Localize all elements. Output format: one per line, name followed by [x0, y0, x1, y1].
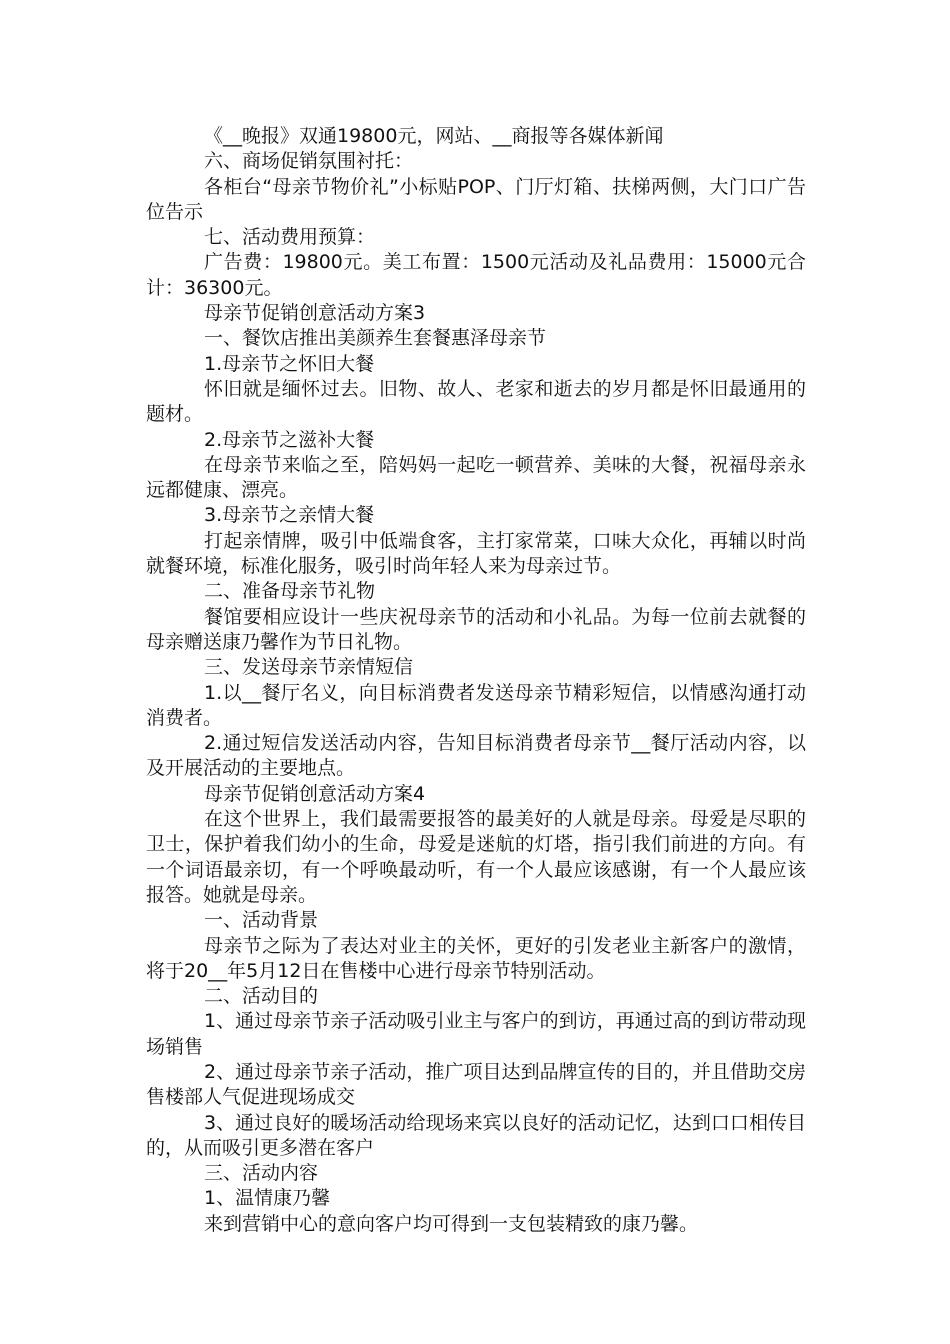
- heading-sms: 三、发送母亲节亲情短信: [204, 656, 414, 679]
- paragraph-counter-pop: 各柜台“母亲节物价礼”小标贴POP、门厅灯箱、扶梯两侧，大门口广告位告示: [146, 175, 806, 223]
- heading-restaurant-set-meal: 一、餐饮店推出美颜养生套餐惠泽母亲节: [204, 327, 547, 350]
- paragraph-family-meal: 打起亲情牌，吸引中低端食客，主打家常菜，口味大众化，再辅以时尚就餐环境，标准化服务，吸引时尚年轻人来为母亲过节。: [146, 529, 806, 578]
- heading-activity-content: 三、活动内容: [204, 1162, 319, 1185]
- paragraph-budget-details: 广告费：19800元。美工布置：1500元活动及礼品费用：15000元合计：36300元。: [146, 251, 806, 299]
- subheading-carnation: 1、温情康乃馨: [204, 1187, 331, 1210]
- paragraph-nostalgic-meal: 怀旧就是缅怀过去。旧物、故人、老家和逝去的岁月都是怀旧最通用的题材。: [146, 377, 806, 426]
- paragraph-intro-mother: 在这个世界上，我们最需要报答的最美好的人就是母亲。母爱是尽职的卫士，保护着我们幼小的生命，母爱是迷航的灯塔，指引我们前进的方向。有一个词语最亲切，有一个呼唤最动听，有一个人最应该感谢，有一个人最应该报答。她就是母亲。: [146, 808, 806, 906]
- paragraph-sms-1: 1.以__餐厅名义，向目标消费者发送母亲节精彩短信，以情感沟通打动消费者。: [146, 681, 806, 729]
- paragraph-activity-background: 母亲节之际为了表达对业主的关怀，更好的引发老业主新客户的激情，将于20__年5月12日在售楼中心进行母亲节特别活动。: [146, 934, 806, 982]
- subheading-nourishing-meal: 2.母亲节之滋补大餐: [204, 428, 375, 451]
- heading-mall-atmosphere: 六、商场促销氛围衬托：: [204, 150, 414, 173]
- subheading-family-meal: 3.母亲节之亲情大餐: [204, 504, 375, 527]
- heading-activity-background: 一、活动背景: [204, 909, 319, 932]
- paragraph-purpose-3: 3、通过良好的暖场活动给现场来宾以良好的活动记忆，达到口口相传目的，从而吸引更多潜在客户: [146, 1111, 806, 1159]
- section-title-plan-3: 母亲节促销创意活动方案3: [204, 302, 426, 325]
- heading-budget: 七、活动费用预算：: [204, 226, 376, 249]
- paragraph-carnation: 来到营销中心的意向客户均可得到一支包装精致的康乃馨。: [204, 1212, 699, 1235]
- subheading-nostalgic-meal: 1.母亲节之怀旧大餐: [204, 352, 375, 375]
- paragraph-gift-preparation: 餐馆要相应设计一些庆祝母亲节的活动和小礼品。为每一位前去就餐的母亲赠送康乃馨作为节日礼物。: [146, 605, 806, 653]
- section-title-plan-4: 母亲节促销创意活动方案4: [204, 782, 426, 805]
- heading-gift-preparation: 二、准备母亲节礼物: [204, 580, 376, 603]
- paragraph-purpose-2: 2、通过母亲节亲子活动，推广项目达到品牌宣传的目的，并且借助交房售楼部人气促进现场成交: [146, 1060, 806, 1109]
- paragraph-sms-2: 2.通过短信发送活动内容，告知目标消费者母亲节__餐厅活动内容，以及开展活动的主要地点。: [146, 732, 806, 780]
- paragraph-newspaper-ad: 《__晚报》双通19800元，网站、__商报等各媒体新闻: [204, 125, 664, 147]
- heading-activity-purpose: 二、活动目的: [204, 985, 319, 1008]
- paragraph-purpose-1: 1、通过母亲节亲子活动吸引业主与客户的到访，再通过高的到访带动现场销售: [146, 1010, 806, 1058]
- document-body: [146, 124, 806, 1237]
- paragraph-nourishing-meal: 在母亲节来临之至，陪妈妈一起吃一顿营养、美味的大餐，祝福母亲永远都健康、漂亮。: [146, 453, 806, 502]
